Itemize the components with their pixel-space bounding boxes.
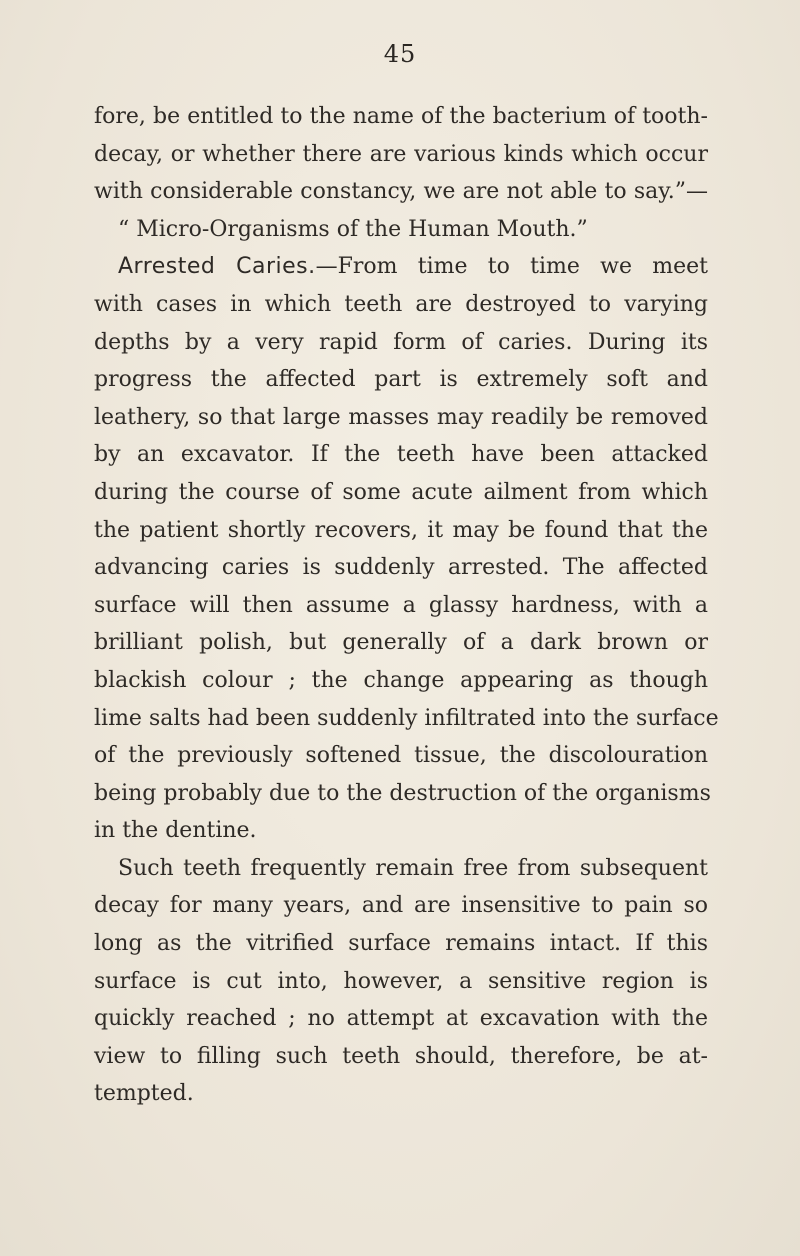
heading-line-text: —From time to time we meet xyxy=(315,254,708,280)
text-line: being probably due to the destruction of the organisms xyxy=(94,780,711,806)
text-line: fore, be entitled to the name of the bacterium of tooth- xyxy=(94,104,708,129)
citation-line: “ Micro-Organisms of the Human Mouth.” xyxy=(118,216,588,242)
text-line: the patient shortly recovers, it may be found that the xyxy=(94,517,708,543)
text-line: with considerable constancy, we are not able to say.”— xyxy=(94,179,708,205)
text-line: long as the vitrified surface remains intact. If this xyxy=(94,931,708,957)
text-line: view to filling such teeth should, therefore, be at- xyxy=(94,1043,708,1069)
text-line: decay for many years, and are insensitive to pain so xyxy=(94,893,708,919)
section-heading: Arrested Caries. xyxy=(118,254,316,280)
text-line: in the dentine. xyxy=(94,818,257,844)
paragraph-3 xyxy=(94,850,708,1113)
text-line: by an excavator. If the teeth have been attacked xyxy=(94,442,708,468)
text-line: leathery, so that large masses may readily be removed xyxy=(94,404,708,430)
text-line: with cases in which teeth are destroyed to varying xyxy=(94,291,708,317)
text-line: surface will then assume a glassy hardness, with a xyxy=(94,592,708,618)
text-line: during the course of some acute ailment from which xyxy=(94,479,708,505)
text-line: depths by a very rapid form of caries. During its xyxy=(94,329,708,355)
section-heading-line xyxy=(94,248,708,286)
text-line: tempted. xyxy=(94,1081,194,1107)
text-line: surface is cut into, however, a sensitive region is xyxy=(94,968,708,994)
text-line: blackish colour ; the change appearing as though xyxy=(94,667,708,693)
text-line: of the previously softened tissue, the discolouration xyxy=(94,743,708,769)
text-line: decay, or whether there are various kinds which occur xyxy=(94,141,708,167)
text-line: brilliant polish, but generally of a dark brown or xyxy=(94,630,708,656)
text-line: Such teeth frequently remain free from subsequent xyxy=(118,855,708,881)
text-line: advancing caries is suddenly arrested. The affected xyxy=(94,555,708,581)
text-line: quickly reached ; no attempt at excavation with the xyxy=(94,1006,708,1032)
paragraph-1 xyxy=(94,98,708,248)
body-text xyxy=(94,98,719,1113)
paragraph-2 xyxy=(94,248,719,850)
text-line: lime salts had been suddenly infiltrated into the surface xyxy=(94,705,719,731)
text-line: progress the affected part is extremely soft and xyxy=(94,367,708,393)
page-number: 45 xyxy=(383,40,417,68)
